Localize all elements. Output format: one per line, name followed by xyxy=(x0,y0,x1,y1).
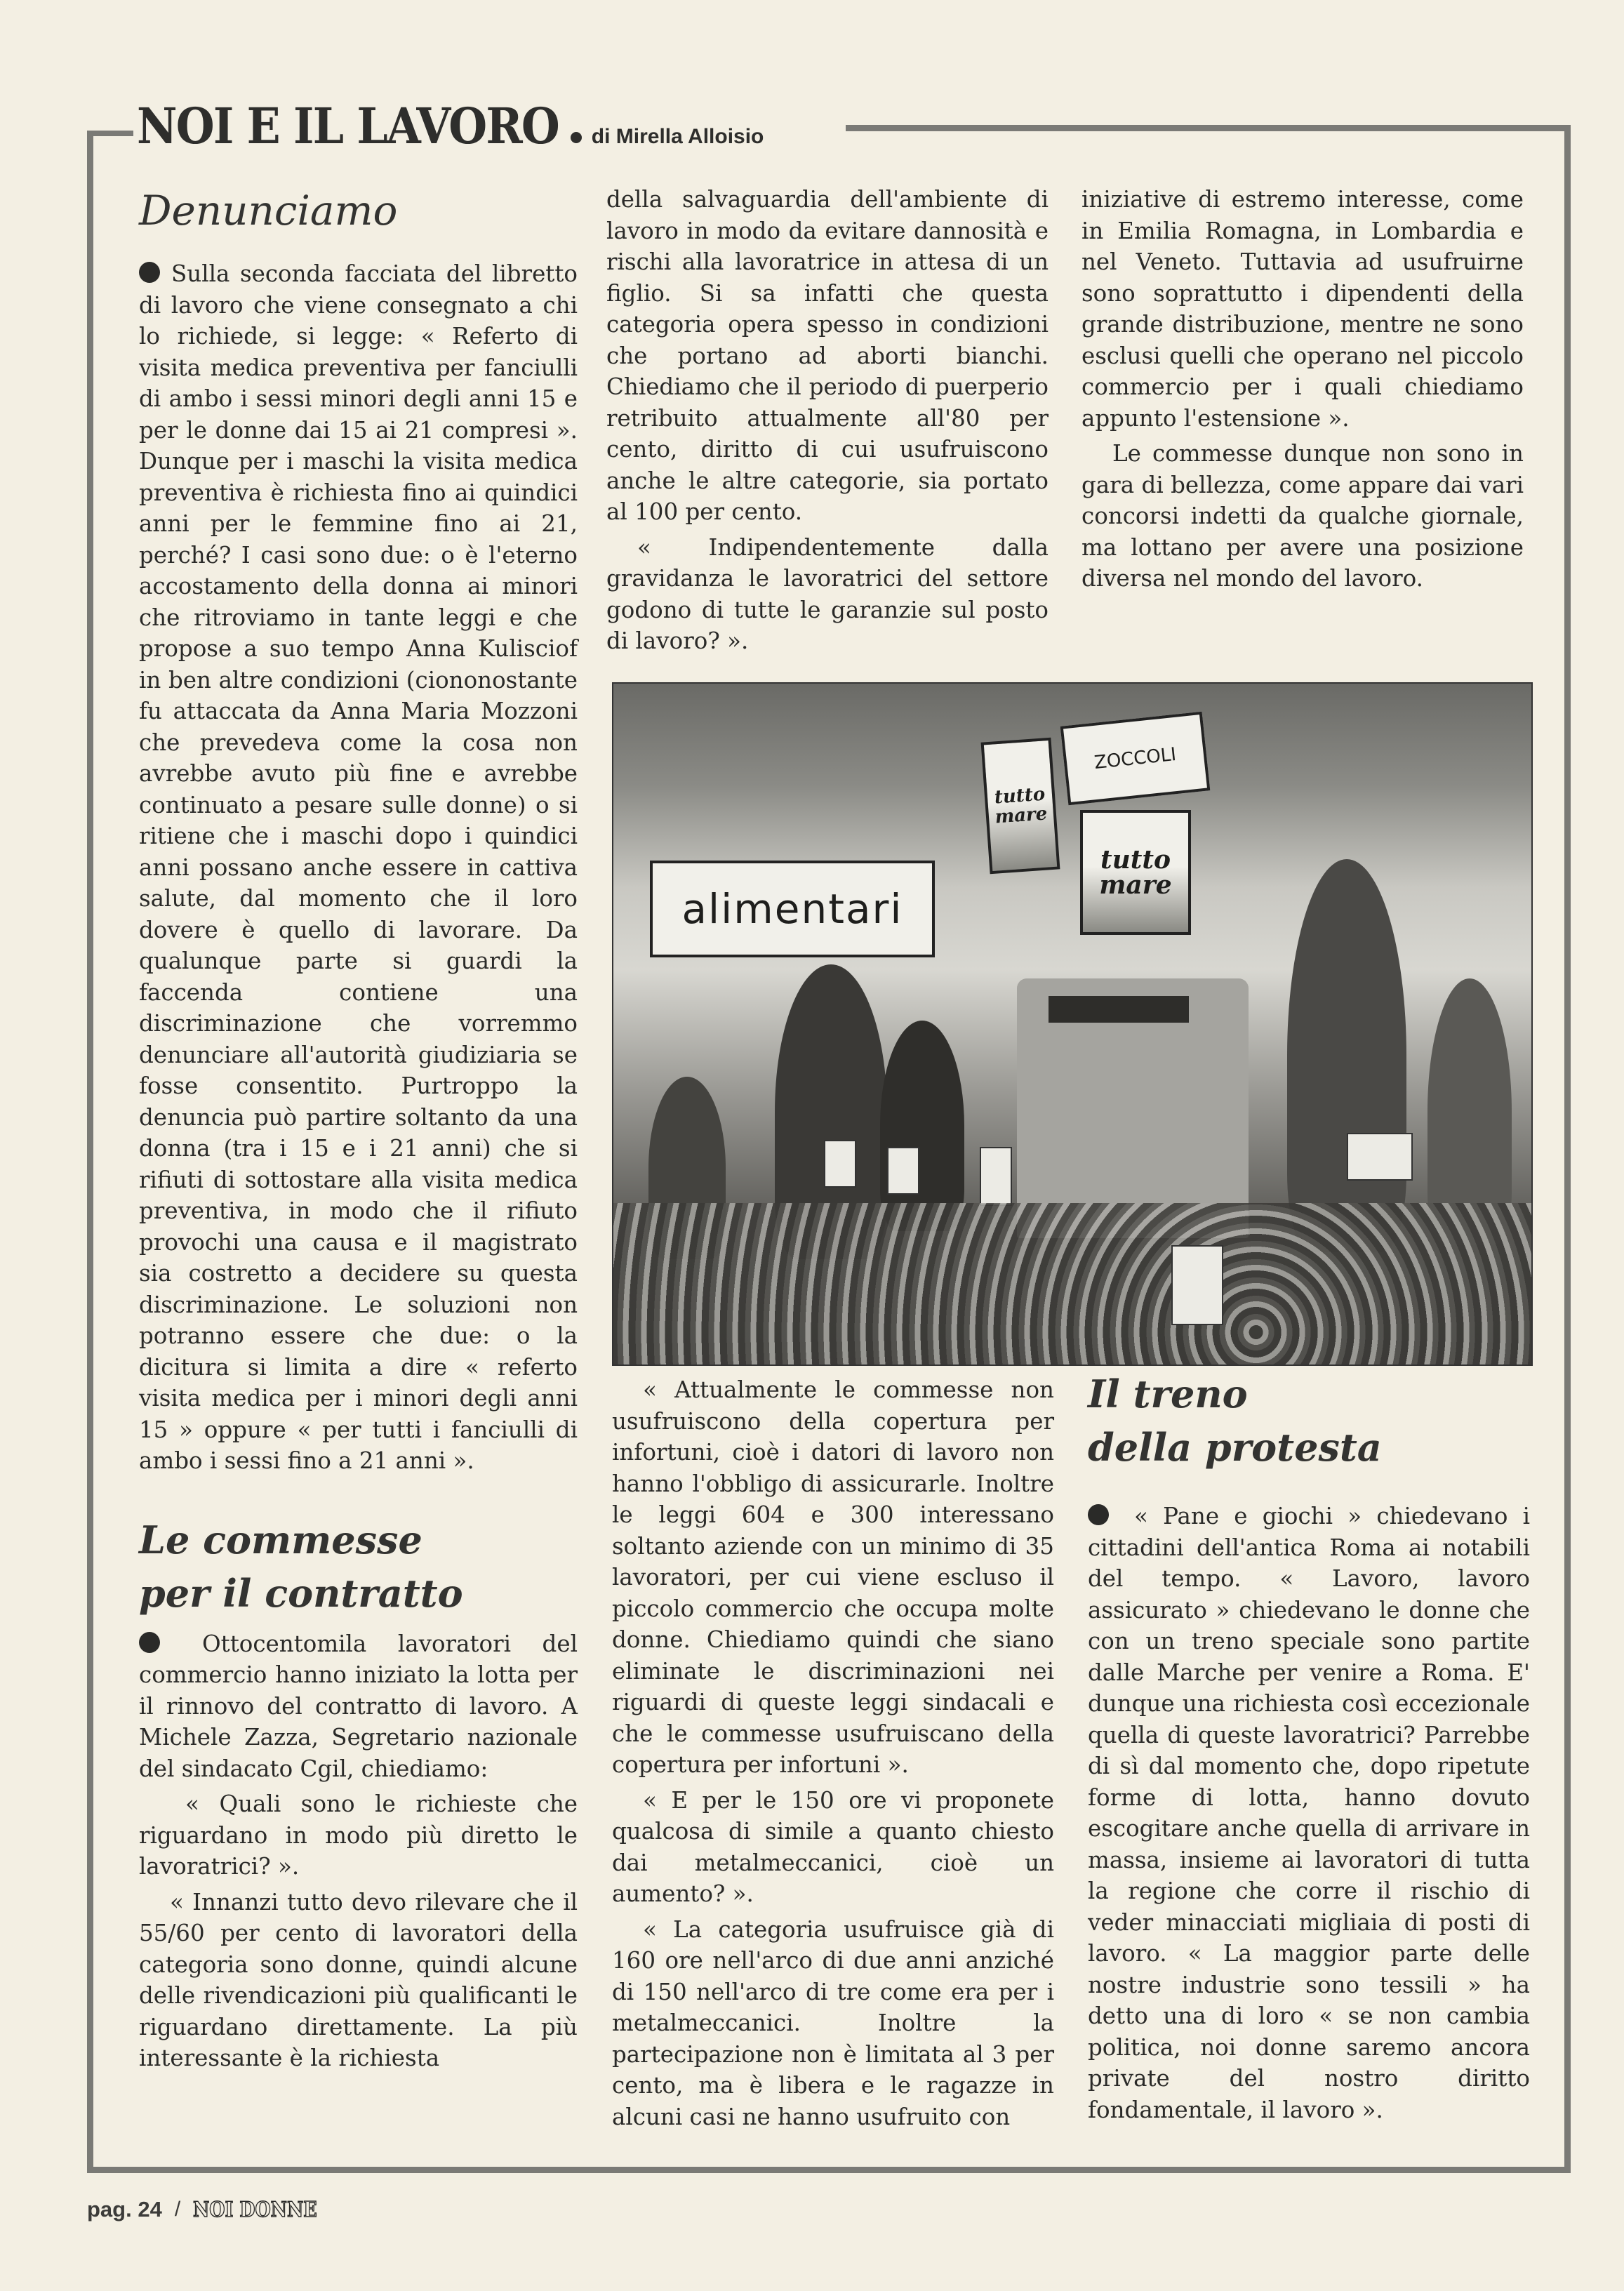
cash-register xyxy=(1017,978,1249,1238)
register-display xyxy=(1049,996,1189,1023)
sign-text: tutto xyxy=(993,783,1046,809)
footer-separator: / xyxy=(174,2198,181,2221)
paragraph-text: « Pane e giochi » chiedevano i cittadini dell'antica Roma ai notabili del tempo. « Lavoro, lavoro assicurato » chiedevano le donne che con un treno speciale sono partite dalle Marche per venire a Roma. E' dunque una richiesta così eccezionale quella di queste lavoratrici? Parrebbe di sì dal momento che, dopo ripetute forme di lotta, hanno dovuto escogitare anche quella di arrivare in massa, insieme ai lavoratori di tutta la regione che corre il rischio di veder minacciati migliaia di posti di lavoro. « La maggior parte delle nostre industrie sono tessili » ha detto una di loro « se non cambia politica, noi donne saremo ancora private del nostro diritto fondamentale, il lavoro ». xyxy=(1088,1503,1530,2123)
title-line-1: Il treno xyxy=(1088,1372,1248,1416)
page-footer xyxy=(87,2197,339,2222)
title-line-2: per il contratto xyxy=(139,1570,463,1616)
section-title-denunciamo: Denunciamo xyxy=(139,187,398,234)
frame-top-right-rule xyxy=(846,125,1570,131)
photo-department-store xyxy=(612,682,1533,1366)
column-1 xyxy=(139,184,578,2074)
bullet-icon xyxy=(139,262,160,283)
sign-text: tutto xyxy=(1100,845,1171,875)
sign-tutto-mare xyxy=(1080,810,1191,935)
price-tag xyxy=(887,1147,919,1195)
frame-left-rule xyxy=(87,131,93,2173)
paragraph-text: Ottocentomila lavoratori del commercio hanno iniziato la lotta per il rinnovo del contratto di lavoro. A Michele Zazza, Segretario nazionale del sindacato Cgil, chiediamo: xyxy=(139,1630,578,1782)
column-3-bottom xyxy=(1088,1367,1530,2125)
price-tag xyxy=(1347,1133,1413,1181)
sign-zoccoli: ZOCCOLI xyxy=(1060,712,1211,806)
section-title-treno xyxy=(1088,1367,1530,1474)
sign-text: mare xyxy=(994,803,1049,828)
title-line-1: Le commesse xyxy=(139,1517,422,1562)
article-paragraph: Le commesse dunque non sono in gara di bellezza, come appare dai vari concorsi indetti da qualche giornale, ma lottano per avere una posizione diversa nel mondo del lavoro. xyxy=(1081,440,1524,592)
person-figure xyxy=(1287,859,1406,1252)
sign-text: mare xyxy=(1099,870,1172,900)
article-paragraph: « Innanzi tutto devo rilevare che il 55/60 per cento di lavoratori della categoria sono donne, quindi alcune delle rivendicazioni più qualificanti le riguardano direttamente. La più interessante è la richiesta xyxy=(139,1888,578,2071)
title-line-2: della protesta xyxy=(1088,1425,1382,1470)
column-title: NOI E IL LAVORO xyxy=(137,97,559,155)
article-paragraph: « Quali sono le richieste che riguardano in modo più diretto le lavoratrici? ». xyxy=(139,1791,578,1880)
fabric-pile xyxy=(613,1203,1531,1364)
bullet-dot-icon xyxy=(571,132,582,143)
article-paragraph: « Attualmente le commesse non usufruiscono della copertura per infortuni, cioè i datori di lavoro non hanno l'obbligo di assicurarle. Inoltre le leggi 604 e 300 interessano soltanto aziende con un minimo di 35 lavoratori, per cui viene escluso il piccolo commercio che occupa molte donne. Chiediamo quindi che siano eliminate le discriminazioni nei riguardi di queste leggi sindacali e che le commesse usufruiscano della copertura per infortuni ». xyxy=(612,1376,1054,1778)
magazine-logo: NOI DONNE xyxy=(193,2197,317,2222)
price-tag xyxy=(824,1140,856,1188)
person-figure xyxy=(880,1021,964,1231)
article-paragraph: « La categoria usufruisce già di 160 ore nell'arco di due anni anziché di 150 nell'arco di tre come era per i metalmeccanici. Inoltre la partecipazione non è limitata al 3 per cento, ma è libera e le ragazze in alcuni casi ne hanno usufruito con xyxy=(612,1915,1054,2130)
price-tag xyxy=(980,1147,1012,1206)
article-paragraph: « E per le 150 ore vi proponete qualcosa di simile a quanto chiesto dai metalmeccanici, cioè un aumento? ». xyxy=(612,1786,1054,1907)
frame-right-rule xyxy=(1564,125,1571,2173)
masthead xyxy=(137,97,764,155)
article-paragraph xyxy=(139,258,578,1477)
price-tag xyxy=(1171,1245,1223,1325)
frame-bottom-rule xyxy=(87,2167,1571,2173)
article-paragraph: « Indipendentemente dalla gravidanza le lavoratrici del settore godono di tutte le garanzie sul posto di lavoro? ». xyxy=(606,533,1049,654)
article-paragraph: iniziative di estremo interesse, come in Emilia Romagna, in Lombardia e nel Veneto. Tuttavia ad usufruirne sono soprattutto i dipendenti della grande distribuzione, mentre ne sono esclusi quelli che operano nel piccolo commercio per i quali chiediamo appunto l'estensione ». xyxy=(1081,186,1524,432)
article-paragraph: della salvaguardia dell'ambiente di lavoro in modo da evitare dannosità e rischi alla lavoratrice in attesa di un figlio. Si sa infatti che questa categoria opera spesso in condizioni che portano ad aborti bianchi. Chiediamo che il periodo di puerperio retribuito attualmente all'80 per cento, diritto di cui usufruiscono anche le altre categorie, sia portato al 100 per cento. xyxy=(606,186,1049,525)
section-title-commesse xyxy=(139,1513,578,1620)
page-number: pag. 24 xyxy=(87,2197,162,2222)
article-paragraph xyxy=(139,1628,578,1785)
column-2-bottom xyxy=(612,1374,1054,2132)
bullet-icon xyxy=(1088,1504,1109,1525)
paragraph-text: Sulla seconda facciata del libretto di lavoro che viene consegnato a chi lo richiede, si legge: « Referto di visita medica preventiva per fanciulli di ambo i sessi minori degli anni 15 e per le donne dai 15 ai 21 compresi ». Dunque per i maschi la visita medica preventiva è richiesta fino ai quindici anni per le femmine fino ai 21, perché? I casi sono due: o è l'eterno accostamento della donna ai minori che ritroviamo in tante leggi e che propose a suo tempo Anna Kulisciof in ben altre condizioni (ciononostante fu attaccata da Anna Maria Mozzoni che prevedeva come la cosa non avrebbe avuto più fine e avrebbe continuato a pesare sulle donne) o si ritiene che i maschi dopo i quindici anni possano anche essere in cattiva salute, dal momento che il loro dovere è quello di lavorare. Da qualunque parte si guardi la faccenda contiene una discriminazione che vorremmo denunciare all'autorità giudiziaria se fosse consentito. Purtroppo la denuncia può partire soltanto da una donna (tra i 15 e i 21 anni) che si rifiuti di sottostare alla visita medica preventiva, in modo che il rifiuto provochi una causa e il magistrato sia costretto a decidere su questa discriminazione. Le soluzioni non potranno essere che due: o la dicitura si limita a dire « referto visita medica per i minori degli anni 15 » oppure « per tutti i fanciulli di ambo i sessi fino a 21 anni ». xyxy=(139,260,578,1474)
frame-top-left-rule xyxy=(87,131,133,136)
article-paragraph xyxy=(1088,1501,1530,2125)
column-2-top xyxy=(606,184,1049,657)
bullet-icon xyxy=(139,1632,160,1653)
column-3-top xyxy=(1081,184,1524,595)
sign-alimentari: alimentari xyxy=(650,861,935,957)
sign-tutto-mare xyxy=(981,738,1060,875)
byline: di Mirella Alloisio xyxy=(591,125,764,148)
